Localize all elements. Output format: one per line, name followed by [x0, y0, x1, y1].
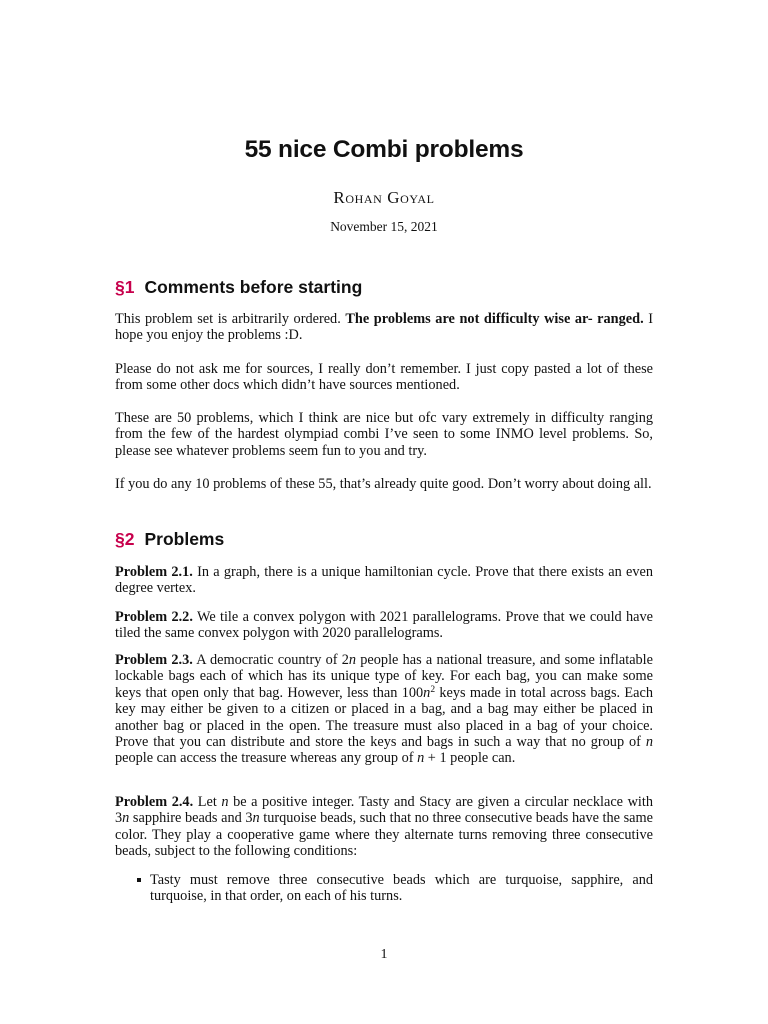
problem-2-3 — [115, 652, 653, 767]
problem-2-2 — [115, 609, 653, 642]
math-variable-n: n — [348, 652, 357, 668]
paragraph-advice — [115, 476, 653, 492]
section-2-title: Problems — [144, 529, 225, 549]
problem-2-4-text-2: be a positive integer. Tasty and Stacy are given a circular necklace with 3 — [115, 794, 654, 827]
ordering-enjoy-text: I hope you enjoy the problems :D. — [115, 311, 653, 344]
problem-2-3-text-5: + 1 people can. — [424, 750, 516, 767]
ordering-text: This problem set is arbitrarily ordered. — [115, 311, 346, 327]
problem-2-3-text-2: people has a national treasure, and some inflatable lockable bags each of which has its unique type of key. For each bag, you can make some keys that open only that bag. However, less than 100 — [115, 652, 654, 701]
problem-2-4-text-1: Let — [193, 794, 222, 810]
problem-2-4-text-4: turquoise beads, such that no three consecutive beads have the same color. They play a cooperative game where they alternate turns removing three consecutive beads, subject to the following conditions: — [115, 810, 653, 860]
condition-text: Tasty must remove three consecutive beads which are turquoise, sapphire, and turquoise, in that order, on each of his turns. — [150, 872, 653, 905]
problem-2-1-text: In a graph, there is a unique hamiltonian cycle. Prove that there exists an even degree vertex. — [115, 564, 653, 597]
problem-2-2-text: We tile a convex polygon with 2021 parallelograms. Prove that we could have tiled the same convex polygon with 2020 parallelograms. — [115, 609, 653, 642]
math-variable-n: n — [423, 684, 431, 701]
document-author: Rohan Goyal — [333, 188, 435, 207]
section-1-heading — [115, 277, 653, 298]
sources-text: Please do not ask me for sources, I really don’t remember. I just copy pasted a lot of these from some other docs which didn’t have sources mentioned. — [115, 361, 653, 394]
problem-2-3-text-3: keys made in total across bags. Each key may either be given to a citizen or placed in a bag, and a bag may either be placed in another bag or placed in the open. The treasure must also placed in a bag of your choice. Prove that you can distribute and store the keys and bags in such a way that no group of — [115, 684, 653, 751]
math-variable-n: n — [252, 810, 260, 827]
paragraph-sources — [115, 361, 653, 394]
problem-2-1 — [115, 564, 653, 597]
problem-2-1-label: Problem 2.1. — [115, 564, 193, 580]
problem-2-4-text-3: sapphire beads and 3 — [129, 810, 253, 827]
paragraph-difficulty — [115, 410, 653, 459]
math-exponent: 2 — [430, 684, 436, 695]
advice-text: If you do any 10 problems of these 55, that’s already quite good. Don’t worry about doing all. — [115, 476, 652, 492]
problem-2-3-text-4: people can access the treasure whereas any group of — [115, 750, 418, 767]
section-1-title: Comments before starting — [144, 277, 363, 297]
math-variable-n: n — [417, 750, 425, 767]
problem-2-4-label: Problem 2.4. — [115, 794, 194, 810]
math-variable-n: n — [122, 810, 130, 827]
math-variable-n: n — [221, 794, 229, 810]
page-number: 1 — [380, 947, 388, 962]
ordering-emphasis: The problems are not difficulty wise ar- ranged. — [345, 311, 644, 327]
bullet-square-icon — [137, 878, 141, 882]
document-title: 55 nice Combi problems — [244, 136, 524, 163]
problem-2-4 — [115, 794, 653, 860]
section-1-number: §1 — [115, 277, 135, 297]
document-date: November 15, 2021 — [330, 219, 438, 234]
section-2-heading — [115, 529, 653, 550]
problem-2-2-label: Problem 2.2. — [115, 609, 193, 625]
problem-2-4-conditions — [115, 872, 653, 905]
problem-2-3-label: Problem 2.3. — [115, 652, 193, 668]
list-item — [115, 872, 653, 905]
paragraph-ordering — [115, 311, 653, 344]
difficulty-text: These are 50 problems, which I think are nice but ofc vary extremely in difficulty ranging from the few of the hardest olympiad combi I’ve seen to some INMO level problems. So, please see whatever problems seem fun to you and try. — [115, 410, 653, 459]
math-variable-n: n — [645, 734, 653, 751]
section-2-number: §2 — [115, 529, 135, 549]
problem-2-3-text-1: A democratic country of 2 — [192, 652, 349, 668]
